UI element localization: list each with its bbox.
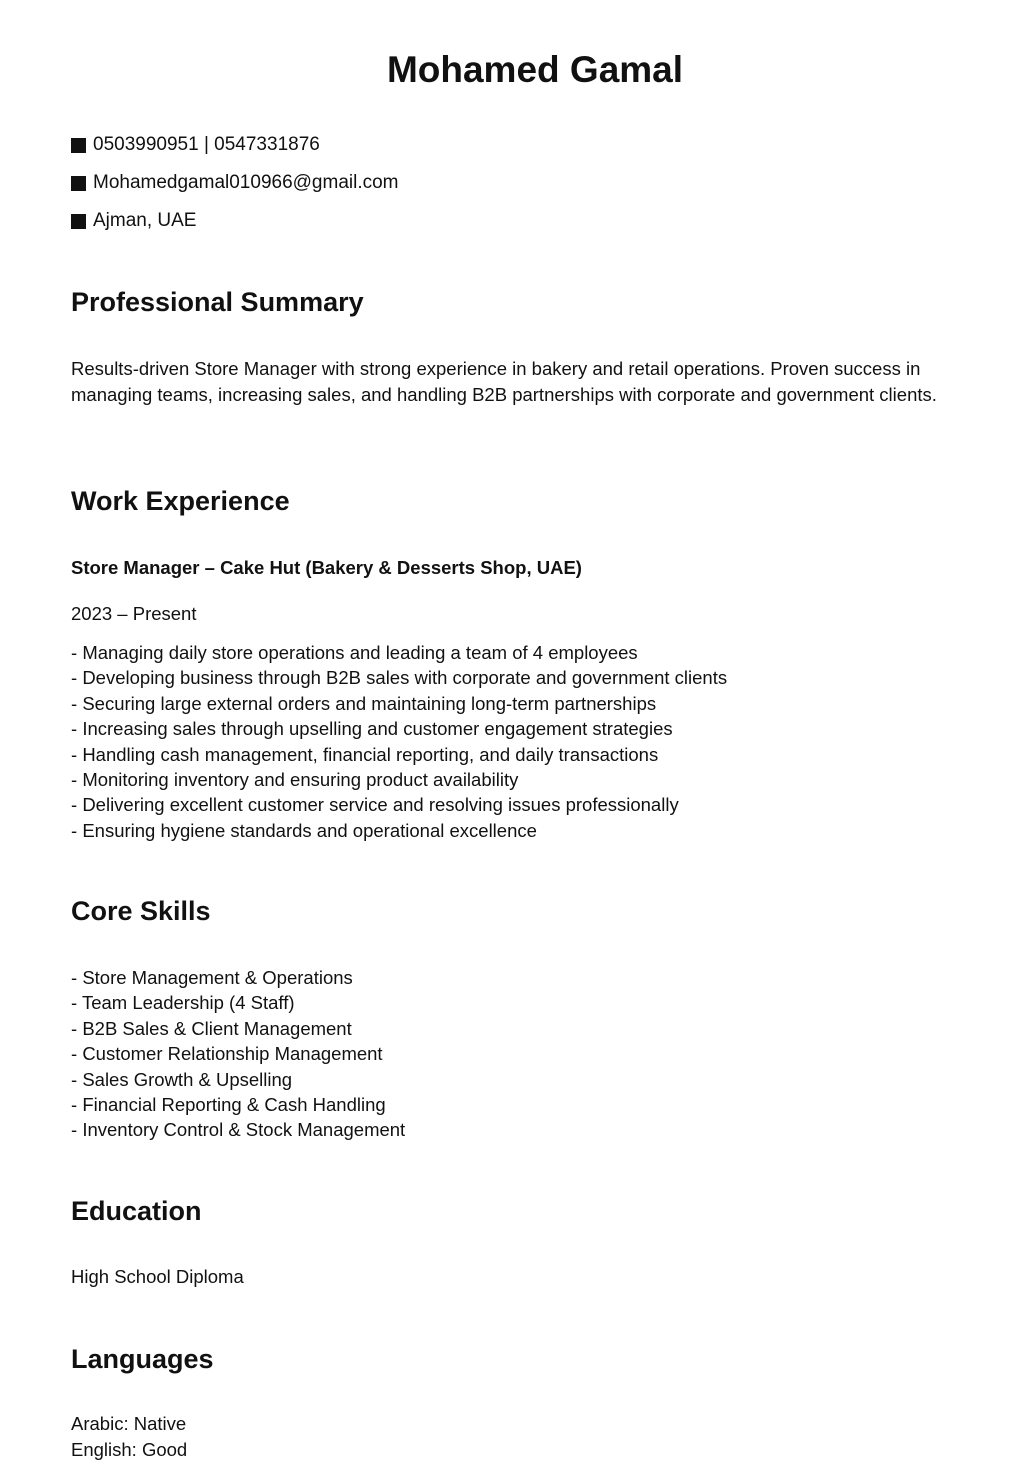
- list-item: - Team Leadership (4 Staff): [71, 990, 405, 1015]
- skills-heading: Core Skills: [71, 896, 211, 926]
- list-item: - Managing daily store operations and leading a team of 4 employees: [71, 640, 727, 665]
- job-period: 2023 – Present: [71, 603, 197, 624]
- experience-heading: Work Experience: [71, 486, 290, 516]
- language-item: Arabic: Native: [71, 1413, 187, 1434]
- list-item: - B2B Sales & Client Management: [71, 1016, 405, 1041]
- list-item: - Increasing sales through upselling and customer engagement strategies: [71, 716, 727, 741]
- list-item: - Securing large external orders and maintaining long-term partnerships: [71, 691, 727, 716]
- summary-heading: Professional Summary: [71, 287, 364, 317]
- location-text: Ajman, UAE: [93, 210, 197, 231]
- contact-email: [71, 171, 399, 195]
- phone-text: 0503990951 | 0547331876: [93, 134, 320, 155]
- list-item: - Ensuring hygiene standards and operational excellence: [71, 818, 727, 843]
- job-title: Store Manager – Cake Hut (Bakery & Desserts Shop, UAE): [71, 557, 582, 578]
- bullet-square-icon: [71, 176, 86, 191]
- list-item: - Inventory Control & Stock Management: [71, 1117, 405, 1142]
- bullet-square-icon: [71, 214, 86, 229]
- list-item: - Store Management & Operations: [71, 965, 405, 990]
- education-text: High School Diploma: [71, 1266, 244, 1287]
- list-item: - Customer Relationship Management: [71, 1041, 405, 1066]
- list-item: - Delivering excellent customer service and resolving issues professionally: [71, 792, 727, 817]
- email-text: Mohamedgamal010966@gmail.com: [93, 172, 399, 193]
- list-item: - Monitoring inventory and ensuring product availability: [71, 767, 727, 792]
- skills-list: [71, 965, 405, 1143]
- duties-list: [71, 640, 727, 843]
- contact-phone: [71, 133, 320, 157]
- languages-heading: Languages: [71, 1344, 214, 1374]
- list-item: - Handling cash management, financial reporting, and daily transactions: [71, 742, 727, 767]
- contact-location: [71, 209, 196, 233]
- list-item: - Developing business through B2B sales with corporate and government clients: [71, 665, 727, 690]
- education-heading: Education: [71, 1196, 202, 1226]
- summary-text: Results-driven Store Manager with strong experience in bakery and retail operations. Proven success in managing teams, increasing sales, and handling B2B partnerships with corporate and government clients.: [71, 358, 937, 405]
- languages-list: [71, 1411, 187, 1463]
- bullet-square-icon: [71, 138, 86, 153]
- candidate-name: Mohamed Gamal: [386, 49, 684, 90]
- list-item: - Financial Reporting & Cash Handling: [71, 1092, 405, 1117]
- list-item: - Sales Growth & Upselling: [71, 1067, 405, 1092]
- language-item: English: Good: [71, 1439, 188, 1460]
